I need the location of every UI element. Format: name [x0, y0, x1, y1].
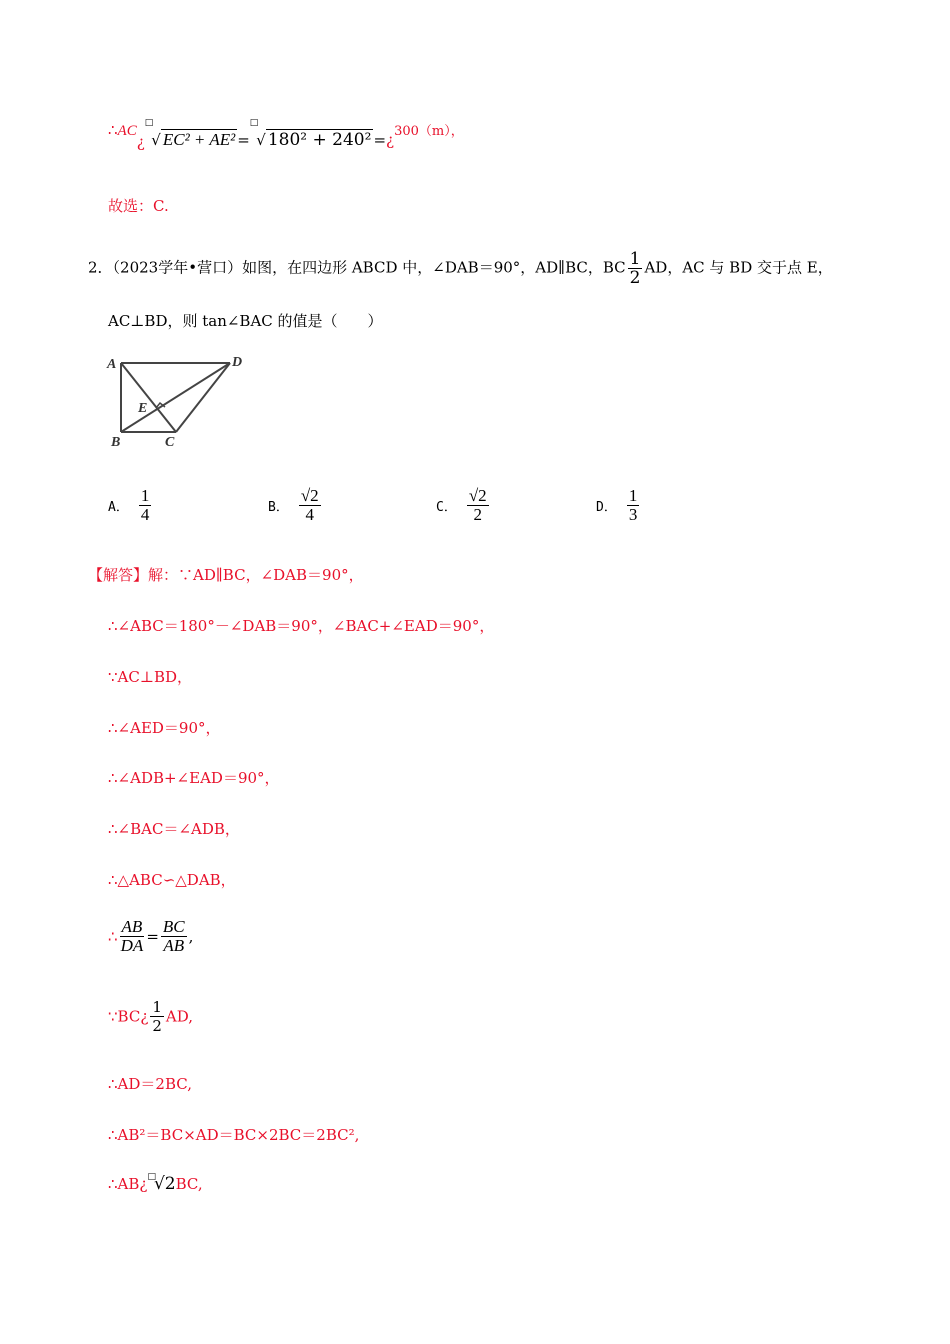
solution-intro-text: 解：∵AD∥BC，∠DAB＝90°，	[148, 566, 364, 584]
solution-intro	[88, 564, 364, 585]
option-a[interactable]: A． $\frac{1}{4}$	[108, 486, 150, 524]
option-a-fraction: $\frac{1}{4}$	[140, 486, 150, 524]
solution-step-7: ∴ $\frac{AB}{DA}$ = $\frac{BC}{AB}$ ,	[108, 917, 194, 955]
problem-text-1: 如图，在四边形 ABCD 中，∠DAB＝90°，AD∥BC，BC	[242, 258, 626, 277]
solution-step-5: ∴∠BAC＝∠ADB，	[108, 820, 240, 838]
ratio-bc-ab: $\frac{BC}{AB}$	[162, 917, 185, 955]
eq-top	[108, 118, 464, 151]
label-E: E	[138, 401, 148, 416]
placeholder-box-icon-2: □	[249, 118, 259, 128]
solution-step-4: ∴∠ADB+∠EAD＝90°，	[108, 769, 280, 787]
label-C: C	[165, 435, 175, 450]
label-D: D	[232, 355, 243, 370]
therefore-symbol: ∴	[108, 121, 118, 139]
sqrt2: √2	[153, 1174, 176, 1194]
option-d[interactable]: D． $\frac{1}{3}$	[596, 486, 638, 524]
problem-line-1	[88, 250, 833, 287]
solution-step-2: ∵AC⊥BD，	[108, 668, 193, 686]
option-d-fraction: $\frac{1}{3}$	[628, 486, 638, 524]
ac-label: AC	[117, 123, 137, 139]
root-sign: √	[151, 131, 161, 149]
result-value: 300（m），	[394, 124, 464, 139]
option-c-fraction: $\frac{√2}{2}$	[468, 486, 487, 524]
half-fraction: $\frac{1}{2}$	[629, 249, 641, 288]
equals-2: =	[373, 131, 387, 149]
radicand: EC² + AE²	[162, 130, 236, 149]
solution-step-8: ∵BC¿ $\frac{1}{2}$ AD,	[108, 998, 194, 1035]
problem-line-2: AC⊥BD，则 tan∠BAC 的值是（ ）	[108, 312, 383, 330]
solution-step-3: ∴∠AED＝90°，	[108, 719, 221, 737]
problem-number: 2．	[88, 258, 113, 277]
answer-prev: 故选：C.	[108, 197, 169, 215]
quadrilateral-figure	[100, 350, 250, 450]
ratio-ab-da: $\frac{AB}{DA}$	[120, 917, 144, 955]
half-fraction-2: $\frac{1}{2}$	[152, 998, 162, 1035]
solution-tag: 【解答】	[88, 566, 149, 584]
solution-step-9: ∴AD＝2BC,	[108, 1075, 192, 1093]
option-b-fraction: $\frac{√2}{4}$	[300, 486, 319, 524]
problem-source: （2023学年•营口）	[112, 258, 243, 277]
problem-text-2: AD，AC 与 BD 交于点 E，	[644, 258, 833, 277]
placeholder-box-icon: □	[144, 118, 154, 128]
inverted-question-2: ¿	[386, 131, 395, 149]
option-b[interactable]: B． $\frac{√2}{4}$	[268, 486, 319, 524]
option-c[interactable]: C． $\frac{√2}{2}$	[436, 486, 487, 524]
equals-1: =	[237, 131, 250, 149]
label-B: B	[111, 435, 121, 450]
placeholder-box-icon-3: □	[147, 1172, 156, 1182]
label-A: A	[107, 357, 117, 372]
root-sign-2: √	[256, 131, 266, 149]
radicand-2: 180² + 240²	[267, 130, 372, 150]
solution-step-6: ∴△ABC∽△DAB，	[108, 871, 236, 889]
solution-step-10: ∴AB²＝BC×AD＝BC×2BC＝2BC²,	[108, 1126, 360, 1144]
solution-step-11: ∴AB¿□√2BC,	[108, 1172, 203, 1194]
inverted-question: ¿	[136, 133, 145, 151]
solution-step-1: ∴∠ABC＝180°－∠DAB＝90°，∠BAC+∠EAD＝90°，	[108, 617, 495, 635]
